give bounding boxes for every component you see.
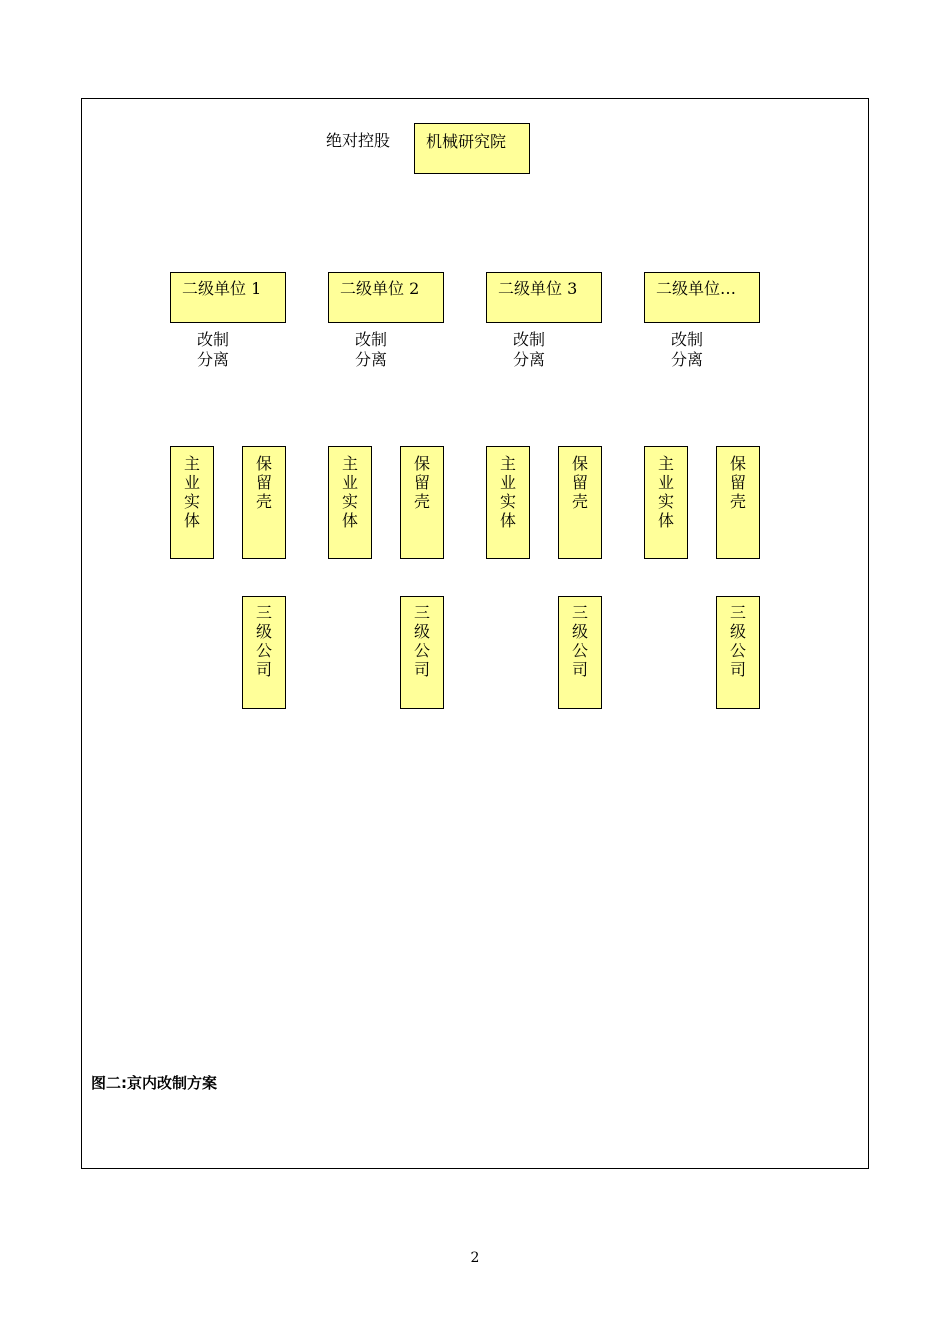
main-entity-box: 主 业 实 体 [328,446,372,559]
root-node: 机械研究院 [414,123,530,174]
retained-shell-box: 保 留 壳 [242,446,286,559]
secondary-unit-box: 二级单位 2 [328,272,444,323]
relation-label: 改制 分离 [197,330,230,369]
relation-label: 改制 分离 [671,330,704,369]
secondary-unit-box: 二级单位 3 [486,272,602,323]
main-entity-box: 主 业 实 体 [644,446,688,559]
figure-caption: 图二:京内改制方案 [91,1074,217,1092]
third-level-company-box: 三 级 公 司 [400,596,444,709]
third-level-company-box: 三 级 公 司 [716,596,760,709]
retained-shell-box: 保 留 壳 [558,446,602,559]
secondary-unit-box: 二级单位 1 [170,272,286,323]
secondary-unit-box: 二级单位… [644,272,760,323]
retained-shell-box: 保 留 壳 [400,446,444,559]
retained-shell-box: 保 留 壳 [716,446,760,559]
third-level-company-box: 三 级 公 司 [558,596,602,709]
relation-label: 改制 分离 [355,330,388,369]
main-entity-box: 主 业 实 体 [486,446,530,559]
relation-label: 改制 分离 [513,330,546,369]
third-level-company-box: 三 级 公 司 [242,596,286,709]
main-entity-box: 主 业 实 体 [170,446,214,559]
control-label: 绝对控股 [326,131,391,150]
page-number: 2 [470,1250,480,1266]
